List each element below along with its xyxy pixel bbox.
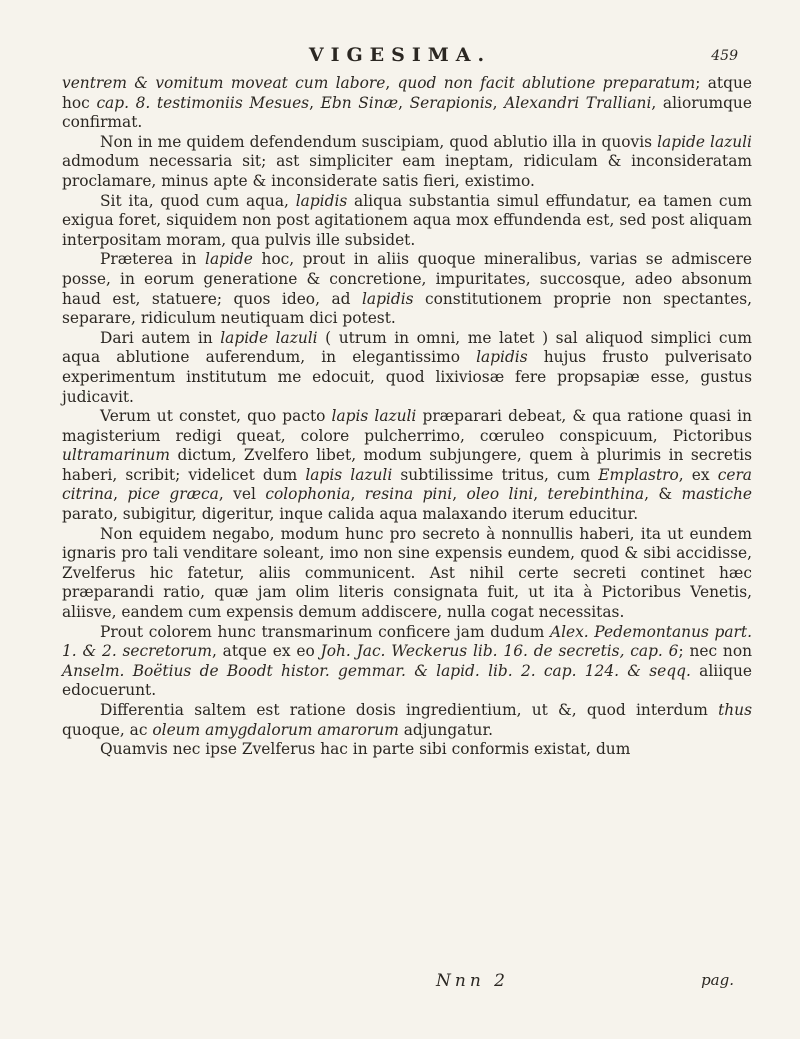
page-number: 459 <box>711 48 738 64</box>
paragraph <box>62 329 752 407</box>
text-run: , atque ex eo <box>211 642 321 661</box>
text-run: ; nec non <box>678 642 753 661</box>
italic-run: Alex. Pedemontanus part. 1. & 2. secretorum <box>62 622 752 661</box>
italic-run: thus <box>718 701 752 719</box>
italic-run: Emplastro <box>598 465 679 484</box>
text-run: Quamvis nec ipse Zvelferus hac in parte sibi conformis existat, dum <box>100 740 631 759</box>
text-run: parato, subigitur, digeritur, inque calida aqua malaxando iterum educitur. <box>62 505 639 524</box>
text-run: constitutionem proprie non spectantes, separare, ridiculum neutiquam dici potest. <box>62 289 752 328</box>
paragraph <box>62 192 752 251</box>
paragraph <box>62 525 752 623</box>
text-body <box>62 74 752 760</box>
italic-run: lapidis <box>476 348 528 367</box>
text-run: Non in me quidem defendendum suscipiam, quod ablutio illa in quovis <box>100 132 658 151</box>
text-run: aliique edocuerunt. <box>62 661 752 700</box>
running-title: VIGESIMA. <box>308 44 492 66</box>
text-run: dictum, Zvelfero libet, modum subjungere, quem à plurimis in secretis haberi, scribit; videlicet dum <box>62 446 752 484</box>
running-header <box>0 44 800 74</box>
italic-run: terebinthina <box>547 485 645 504</box>
italic-run: colophonia <box>265 485 351 504</box>
text-run: Differentia saltem est ratione dosis ingredientium, ut &, quod interdum <box>100 701 719 719</box>
page-footer <box>0 971 800 995</box>
paragraph <box>62 740 752 760</box>
text-run: Præterea in <box>100 250 206 269</box>
italic-run: Ebn Sinæ <box>320 93 399 112</box>
paragraph <box>62 701 752 740</box>
text-run: , <box>452 485 467 504</box>
text-run: Non equidem negabo, modum hunc pro secreto à nonnullis haberi, ita ut eundem ignaris pro tali venditare soleant, imo non sine expensis eundem, quod & sibi accidisse, Zvelferus hic fatetur, aliis communicent. Ast nihil certe secreti continet hæc præparandi ratio, quæ jam olim literis consignata fuit, ut ita à Pictoribus Venetis, aliisve, eandem cum expensis demum addiscere, nulla cogat necessitas. <box>62 524 752 622</box>
text-run: , <box>533 485 548 504</box>
text-run: admodum necessaria sit; ast simpliciter eam ineptam, ridiculam & inconsideratam proclamare, minus apte & inconsiderate satis fieri, existimo. <box>62 152 752 190</box>
italic-run: quod non facit ablutione preparatum <box>397 74 696 92</box>
text-run: , & <box>644 485 682 504</box>
text-run: Prout colorem hunc transmarinum conficere jam dudum <box>100 622 550 641</box>
paragraph <box>62 74 752 133</box>
catchword: pag. <box>701 971 734 989</box>
italic-run: resina pini <box>364 485 453 504</box>
text-run: hoc, prout in aliis quoque mineralibus, varias se admiscere posse, in eorum generatione & concretione, impuritates, succosque, adeo absonum haud est, statuere; quos ideo, ad <box>62 250 752 308</box>
italic-run: Alexandri Tralliani <box>504 93 652 112</box>
italic-run: lapidis <box>361 289 414 308</box>
italic-run: lapide lazuli <box>220 328 318 347</box>
text-run: præparari debeat, & qua ratione quasi in magisterium redigi queat, colore pulcherrimo, cœruleo conspicuum, Pictoribus <box>62 407 752 445</box>
italic-run: oleum amygdalorum amarorum <box>152 720 399 739</box>
italic-run: lapide lazuli <box>657 132 752 151</box>
italic-run: mastiche <box>681 485 752 504</box>
italic-run: lapis lazuli <box>305 465 393 484</box>
paragraph <box>62 407 752 525</box>
text-run: , <box>309 93 321 112</box>
italic-run: Joh. Jac. Weckerus lib. 16. de secretis, cap. 6 <box>320 642 679 661</box>
italic-run: cera citrina <box>62 465 752 504</box>
italic-run: ultramarinum <box>62 446 171 465</box>
text-run: ( utrum in omni, me latet ) sal aliquod simplici cum aqua ablutione auferendum, in elegantissimo <box>62 328 752 367</box>
italic-run: lapide <box>205 250 253 269</box>
paragraph <box>62 250 752 328</box>
italic-run: oleo lini <box>466 485 534 504</box>
text-run: quoque, ac <box>62 720 153 739</box>
italic-run: & <box>134 74 148 92</box>
italic-run: pice græca <box>127 485 219 504</box>
italic-run: vomitum moveat cum labore <box>155 74 386 92</box>
text-run: , vel <box>218 485 266 504</box>
text-run: subtilissime tritus, cum <box>392 465 599 484</box>
italic-run: cap. 8. testimoniis Mesues <box>96 93 310 112</box>
paragraph <box>62 133 752 192</box>
text-run: , <box>113 485 128 504</box>
text-run: , <box>350 485 365 504</box>
text-run: , <box>385 74 398 92</box>
signature-mark: Nnn 2 <box>436 971 509 991</box>
text-run: Dari autem in <box>100 328 221 347</box>
italic-run: ventrem <box>62 74 127 92</box>
text-run: , <box>398 93 410 112</box>
text-run: Sit ita, quod cum aqua, <box>100 191 296 210</box>
text-run: Verum ut constet, quo pacto <box>100 407 332 426</box>
text-run: adjungatur. <box>398 720 493 739</box>
text-run: , <box>492 93 505 112</box>
text-run: , ex <box>678 465 718 484</box>
text-run: ; atque hoc <box>62 74 752 112</box>
italic-run: Anselm. Boëtius de Boodt histor. gemmar. & lapid. lib. 2. cap. 124. & seqq. <box>62 661 691 680</box>
text-run: aliqua substantia simul effundatur, ea tamen cum exigua foret, siquidem non post agitationem aqua mox effundenda est, sed post aliquam interpositam moram, qua pulvis ille subsidet. <box>62 191 752 249</box>
text-run: , aliorumque confirmat. <box>62 93 752 132</box>
italic-run: lapis lazuli <box>331 407 417 426</box>
italic-run: Serapionis <box>409 93 493 112</box>
italic-run: lapidis <box>295 191 348 210</box>
text-run: hujus frusto pulverisato experimentum institutum me edocuit, quod lixiviosæ fere propsapiæ esse, gustus judicavit. <box>62 348 752 406</box>
paragraph <box>62 623 752 701</box>
